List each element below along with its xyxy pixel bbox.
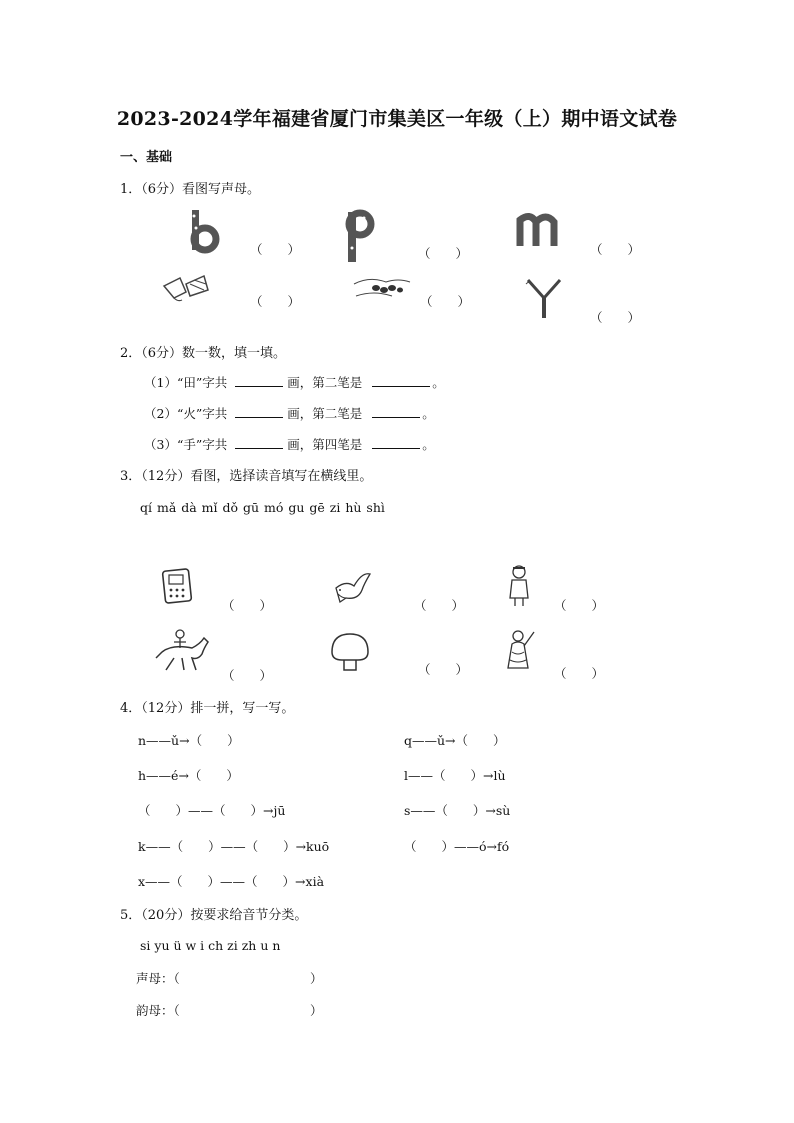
q2-text: 画，第四笔是 — [287, 437, 363, 452]
singer-picture — [502, 628, 538, 674]
answer-paren[interactable]: （ ） — [250, 242, 301, 257]
q2-text: 。 — [422, 406, 435, 421]
q4-row-1-left[interactable]: n——ǔ→（ ） — [138, 733, 240, 748]
yunmu-label: 韵母：（ — [136, 1003, 180, 1018]
q4-row-3-right[interactable]: s——（ ）→sù — [404, 803, 511, 818]
answer-blank[interactable] — [372, 374, 430, 387]
q4-row-2-right[interactable]: l——（ ）→lù — [404, 768, 506, 783]
dove-picture — [332, 568, 374, 606]
question-5-heading: 5．（20分）按要求给音节分类。 — [120, 908, 308, 923]
answer-blank[interactable] — [372, 405, 420, 418]
q4-row-5-left[interactable]: x——（ ）——（ ）→xià — [138, 874, 325, 889]
mushroom-picture — [328, 630, 372, 674]
m-letter-picture — [516, 212, 562, 248]
answer-paren[interactable]: （ ） — [414, 598, 465, 613]
calculator-picture — [160, 566, 196, 606]
answer-paren[interactable]: （ ） — [250, 294, 301, 309]
q4-row-3-left[interactable]: （ ）——（ ）→jū — [138, 803, 286, 818]
q2-text: （3）“手”字共 — [144, 437, 228, 452]
page-title: 2023-2024学年福建省厦门市集美区一年级（上）期中语文试卷 — [116, 108, 678, 130]
answer-blank[interactable] — [235, 405, 283, 418]
syllable-list: si yu ü w i ch zi zh u n — [140, 938, 281, 953]
q4-row-1-right[interactable]: q——ǔ→（ ） — [404, 733, 506, 748]
fish-picture — [350, 274, 414, 302]
q4-row-4-left[interactable]: k——（ ）——（ ）→kuō — [138, 839, 330, 854]
q2-text: （2）“火”字共 — [144, 406, 228, 421]
question-2-heading: 2．（6分）数一数，填一填。 — [120, 346, 287, 361]
q2-text: 画，第二笔是 — [287, 406, 363, 421]
answer-blank[interactable] — [235, 374, 283, 387]
answer-blank[interactable] — [235, 436, 283, 449]
q4-row-4-right[interactable]: （ ）——ó→fó — [404, 839, 510, 854]
q2-item-3 — [144, 435, 435, 453]
answer-paren[interactable]: （ ） — [554, 598, 605, 613]
horse-rider-picture — [152, 626, 212, 674]
slingshot-y-picture — [524, 278, 564, 320]
p-letter-picture — [344, 208, 376, 264]
answer-paren[interactable]: （ ） — [590, 242, 641, 257]
question-3-heading: 3．（12分）看图，选择读音填写在横线里。 — [120, 469, 373, 484]
answer-paren[interactable]: （ ） — [222, 668, 273, 683]
shengmu-close: ） — [310, 971, 323, 986]
answer-paren[interactable]: （ ） — [420, 294, 471, 309]
answer-paren[interactable]: （ ） — [590, 310, 641, 325]
b-letter-picture — [186, 208, 220, 254]
q2-item-2 — [144, 404, 435, 422]
q2-text: 画，第二笔是 — [287, 375, 363, 390]
answer-paren[interactable]: （ ） — [222, 598, 273, 613]
q2-text: （1）“田”字共 — [144, 375, 228, 390]
kite-picture — [160, 272, 212, 304]
q2-text: 。 — [432, 375, 445, 390]
q2-text: 。 — [422, 437, 435, 452]
answer-paren[interactable]: （ ） — [418, 662, 469, 677]
yunmu-close: ） — [310, 1003, 323, 1018]
answer-paren[interactable]: （ ） — [418, 246, 469, 261]
question-1-heading: 1．（6分）看图写声母。 — [120, 182, 261, 197]
section-heading: 一、基础 — [120, 150, 173, 165]
question-4-heading: 4．（12分）排一拼，写一写。 — [120, 701, 295, 716]
shengmu-label: 声母：（ — [136, 971, 180, 986]
nurse-picture — [506, 564, 532, 608]
q4-row-2-left[interactable]: h——é→（ ） — [138, 768, 239, 783]
q2-item-1 — [144, 373, 445, 391]
answer-paren[interactable]: （ ） — [554, 666, 605, 681]
answer-blank[interactable] — [372, 436, 420, 449]
pinyin-options: qí mǎ dà mǐ dǒ gū mó gu gē zi hù shì — [140, 500, 385, 515]
